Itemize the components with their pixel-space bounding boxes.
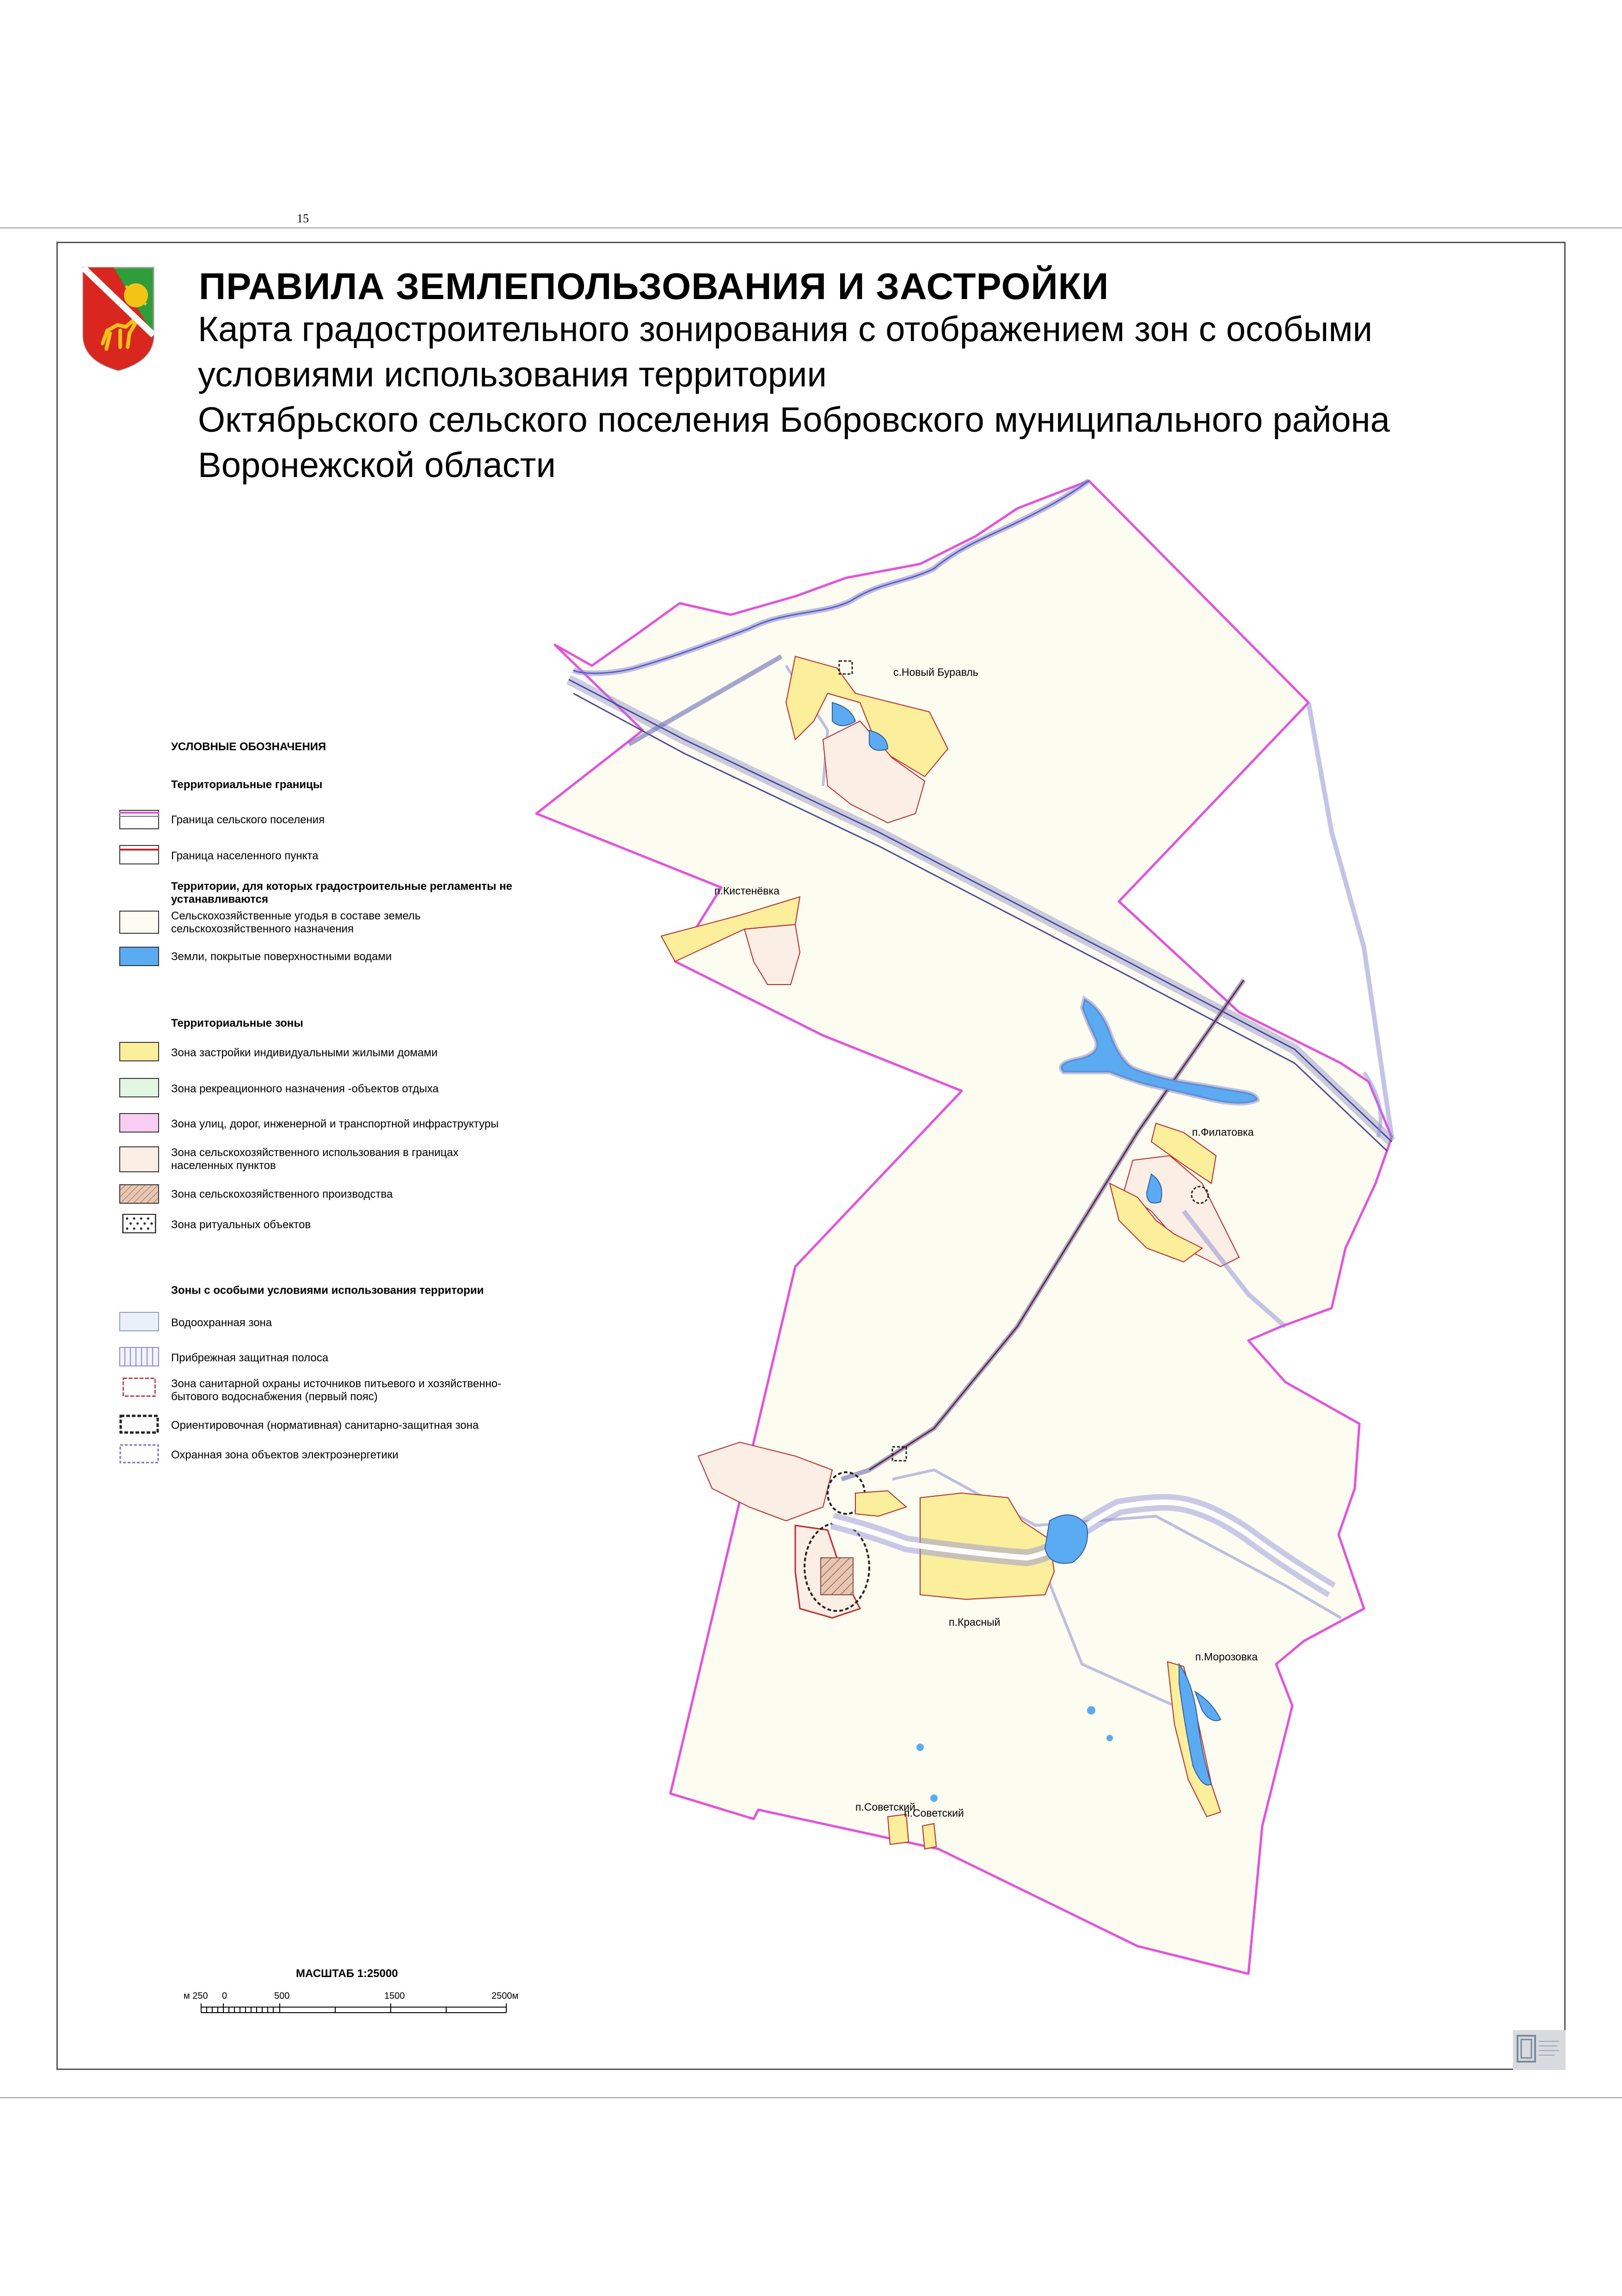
legend-label: Прибрежная защитная полоса [171,1352,329,1364]
agri-in-locality-zone-icon [119,1146,159,1172]
pond [1087,1706,1095,1714]
coastal-strip-icon [119,1347,159,1366]
page-number: 15 [297,212,309,225]
legend-heading: Территориальные зоны [171,1017,303,1029]
settlement-territory [536,481,1392,1974]
legend-label: Зона ритуальных объектов [171,1218,311,1231]
power-protection-zone-icon [119,1444,159,1463]
recreation-zone-icon [119,1078,159,1097]
subtitle-line: условиями использования территории [198,355,827,394]
locality-boundary-icon [119,845,159,864]
subtitle-line: Карта градостроительного зонирования с отображением зон с особыми [198,310,1373,349]
settlement-boundary-icon [119,810,159,829]
legend-label: Зона улиц, дорог, инженерной и транспортной инфраструктуры [171,1118,499,1130]
pond [916,1744,924,1751]
stamp [1513,2030,1566,2070]
map-title: ПРАВИЛА ЗЕМЛЕПОЛЬЗОВАНИЯ И ЗАСТРОЙКИ [199,266,1109,307]
subtitle-line: Воронежской области [198,446,556,485]
place-label: п.Советский [904,1807,964,1819]
legend-label: Зона санитарной охраны источников питьевого и хозяйственно-бытового водоснабжения (первый пояс) [171,1378,502,1403]
scale-label: 2500м [492,1991,519,2001]
logo-icon [1513,2030,1566,2070]
legend-label: Сельскохозяйственные угодья в составе земель сельскохозяйственного назначения [171,910,421,935]
legend-heading: Зоны с особыми условиями использования территории [171,1284,484,1297]
legend-heading: Территории, для которых градостроительные регламенты не устанавливаются [171,880,512,906]
pond [1106,1735,1113,1741]
legend-label: Граница сельского поселения [171,814,325,826]
scale-label: 0 [222,1991,227,2001]
sanitary-water-zone-icon [119,1378,159,1397]
place-label: п.Советский [855,1801,915,1813]
legend-label: Граница населенного пункта [171,850,319,862]
place-label: п.Морозовка [1195,1651,1258,1663]
legend-label: Зона сельскохозяйственного производства [171,1188,393,1200]
legend-label: Ориентировочная (нормативная) санитарно-защитная зона [171,1419,479,1432]
legend-label: Земли, покрытые поверхностными водами [171,950,392,963]
water-icon [119,947,159,966]
legend-label: Зона застройки индивидуальными жилыми домами [171,1047,438,1059]
residential-zone-icon [119,1042,159,1061]
legend-label: Зона рекреационного назначения -объектов отдыха [171,1083,439,1095]
legend-heading: Территориальные границы [171,778,323,791]
scale-label: 500 [274,1991,290,2001]
legend-label: Водоохранная зона [171,1316,272,1329]
place-label: с.Новый Буравль [893,666,978,678]
scale-label: м 250 [184,1991,208,2001]
pond [930,1794,938,1802]
scale-label: 1500 [384,1991,405,2001]
water-protection-zone-icon [119,1312,159,1331]
farmland-icon [119,911,159,934]
legend-label: Охранная зона объектов электроэнергетики [171,1449,399,1461]
scale-bar [183,1988,534,2020]
place-label: п.Филатовка [1192,1126,1254,1138]
ritual-zone-icon [119,1214,159,1233]
infrastructure-zone-icon [119,1113,159,1133]
scale-title: МАСШТАБ 1:25000 [296,1967,398,1980]
place-label: п.Кистенёвка [714,885,780,897]
agri-production-zone-icon [119,1184,159,1204]
agri-production-zone [821,1558,853,1595]
legend-title: УСЛОВНЫЕ ОБОЗНАЧЕНИЯ [171,741,326,753]
legend-label: Зона сельскохозяйственного использования в границах населенных пунктов [171,1146,459,1172]
place-label: п.Красный [949,1616,1001,1628]
sanitary-protection-zone-icon [119,1414,159,1434]
subtitle-line: Октябрьского сельского поселения Бобровского муниципального района [198,400,1390,440]
